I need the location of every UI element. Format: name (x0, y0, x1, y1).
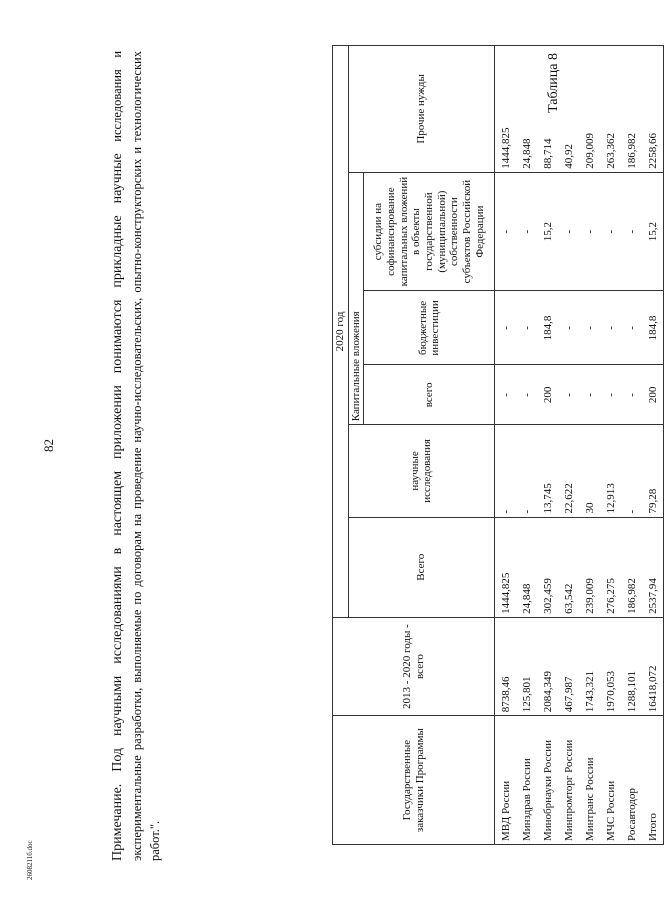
cell-capital-total: 200 (537, 365, 558, 425)
cell-subsidy: 15,2 (642, 172, 664, 291)
cell-period: 2084,349 (537, 617, 558, 715)
cell-other: 40,92 (558, 46, 579, 173)
cell-capital-total: - (600, 365, 621, 425)
cell-research: - (516, 425, 537, 517)
cell-total: 1444,825 (495, 517, 517, 617)
cell-subsidy: - (495, 172, 517, 291)
cell-name: МВД России (495, 716, 517, 845)
cell-period: 8738,46 (495, 617, 517, 715)
cell-name: Минобрнауки России (537, 716, 558, 845)
cell-other: 2258,66 (642, 46, 664, 173)
cell-capital-total: - (558, 365, 579, 425)
header-year: 2020 год (333, 46, 349, 618)
cell-other: 209,009 (579, 46, 600, 173)
cell-total: 2537,94 (642, 517, 664, 617)
cell-subsidy: - (621, 172, 642, 291)
cell-subsidy: - (558, 172, 579, 291)
cell-capital-total: - (621, 365, 642, 425)
cell-total: 239,009 (579, 517, 600, 617)
header-customer: Государственные заказчики Программы (333, 716, 495, 845)
table-caption: Таблица 8 (546, 53, 561, 113)
cell-budget: - (579, 291, 600, 365)
cell-other: 186,982 (621, 46, 642, 173)
cell-name: Минпромторг России (558, 716, 579, 845)
header-period-total: 2013 - 2020 годы - всего (333, 617, 495, 715)
header-total: Всего (348, 517, 495, 617)
cell-research: 12,913 (600, 425, 621, 517)
cell-research: 13,745 (537, 425, 558, 517)
table-row-total (642, 46, 664, 845)
cell-total: 276,275 (600, 517, 621, 617)
cell-capital-total: - (495, 365, 517, 425)
table-row (621, 46, 642, 845)
cell-capital-total: - (579, 365, 600, 425)
header-capital-total: всего (364, 365, 495, 425)
cell-research: - (495, 425, 517, 517)
cell-research: 79,28 (642, 425, 664, 517)
cell-total: 24,848 (516, 517, 537, 617)
cell-research: 22,622 (558, 425, 579, 517)
cell-budget: - (621, 291, 642, 365)
cell-name: Минтранс России (579, 716, 600, 845)
header-capital: Капитальные вложения (348, 172, 364, 424)
cell-budget: - (558, 291, 579, 365)
cell-period: 467,987 (558, 617, 579, 715)
document-id: 2608211б.doc (26, 840, 34, 880)
table-row (495, 46, 517, 845)
cell-total: 63,542 (558, 517, 579, 617)
cell-name: Росавтодор (621, 716, 642, 845)
table-row (600, 46, 621, 845)
cell-budget: - (516, 291, 537, 365)
header-budget-investments: бюджетные инвестиции (364, 291, 495, 365)
cell-other: 24,848 (516, 46, 537, 173)
cell-total: 186,982 (621, 517, 642, 617)
footnote-lead: Примечание. Под научными исследованиями в настоящем приложении понимаются прикладные научные (110, 153, 125, 861)
cell-budget: - (600, 291, 621, 365)
cell-period: 1288,101 (621, 617, 642, 715)
cell-name: Минздрав России (516, 716, 537, 845)
landscape-page (0, 35, 659, 905)
header-other: Прочие нужды (348, 46, 495, 173)
cell-period: 1743,321 (579, 617, 600, 715)
table-row (579, 46, 600, 845)
cell-period: 16418,072 (642, 617, 664, 715)
cell-subsidy: - (579, 172, 600, 291)
cell-budget: - (495, 291, 517, 365)
table-row (537, 46, 558, 845)
cell-name: Итого (642, 716, 664, 845)
cell-subsidy: 15,2 (537, 172, 558, 291)
cell-capital-total: 200 (642, 365, 664, 425)
cell-other: 88,714 (537, 46, 558, 173)
cell-subsidy: - (516, 172, 537, 291)
cell-other: 263,362 (600, 46, 621, 173)
header-research: научные исследования (348, 425, 495, 517)
table-row (516, 46, 537, 845)
cell-research: 30 (579, 425, 600, 517)
cell-other: 1444,825 (495, 46, 517, 173)
cell-subsidy: - (600, 172, 621, 291)
cell-period: 125,801 (516, 617, 537, 715)
footnote (108, 51, 165, 861)
cell-capital-total: - (516, 365, 537, 425)
cell-name: МЧС России (600, 716, 621, 845)
header-subsidies: субсидии на софинансирование капитальных вложений в объекты государственной (муниципальной) собственности субъектов Российской Федерации (364, 172, 495, 291)
cell-research: - (621, 425, 642, 517)
page-number: 82 (41, 439, 56, 452)
footnote-text: исследования и экспериментальные разработки, выполняемые по договорам на проведение научно-исследовательских, опытно-конструкторских и технологических работ.". (110, 50, 163, 861)
funding-table (332, 45, 664, 845)
cell-budget: 184,8 (642, 291, 664, 365)
table-row (558, 46, 579, 845)
cell-total: 302,459 (537, 517, 558, 617)
cell-budget: 184,8 (537, 291, 558, 365)
cell-period: 1970,053 (600, 617, 621, 715)
